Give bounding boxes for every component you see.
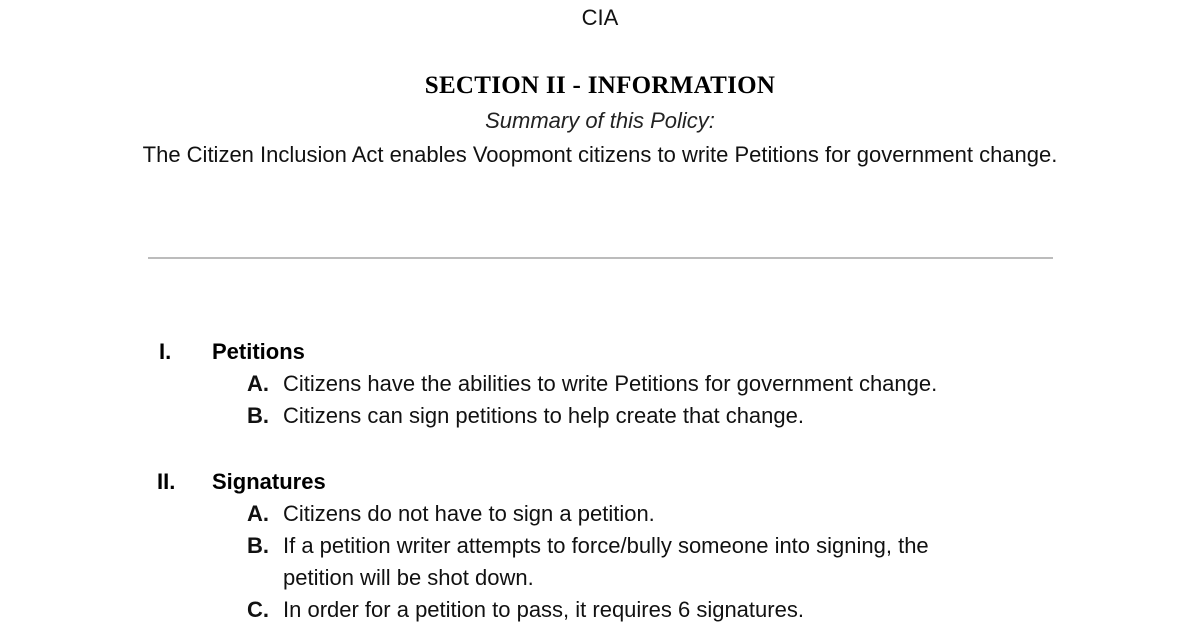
section-numeral: I. [159,339,172,364]
section-signatures [0,466,1200,626]
horizontal-divider [148,257,1053,259]
section-heading: SECTION II - INFORMATION [424,72,776,99]
item-text: Citizens do not have to sign a petition. [283,501,655,526]
item-letter: A. [247,501,269,526]
summary-text: The Citizen Inclusion Act enables Voopmont citizens to write Petitions for government change. [142,142,1058,167]
section-title-row [0,336,1200,368]
item-letter: B. [247,403,269,428]
list-item [0,594,1003,626]
item-letter: C. [247,597,269,622]
section-petitions [0,336,1200,432]
list-item [0,498,1003,530]
list-item [0,368,1003,400]
section-title: Petitions [212,339,305,364]
item-text: In order for a petition to pass, it requires 6 signatures. [283,597,804,622]
item-letter: B. [247,533,269,558]
item-text: Citizens have the abilities to write Petitions for government change. [283,371,938,396]
list-item [0,530,1003,594]
section-title-row [0,466,1200,498]
summary-label: Summary of this Policy: [485,108,715,133]
item-text: Citizens can sign petitions to help create that change. [283,403,804,428]
section-numeral: II. [157,469,176,494]
list-item [0,400,1003,432]
section-title: Signatures [212,469,326,494]
item-letter: A. [247,371,269,396]
document-header: CIA [581,5,619,30]
item-text: If a petition writer attempts to force/bully someone into signing, the petition will be shot down. [283,533,929,590]
